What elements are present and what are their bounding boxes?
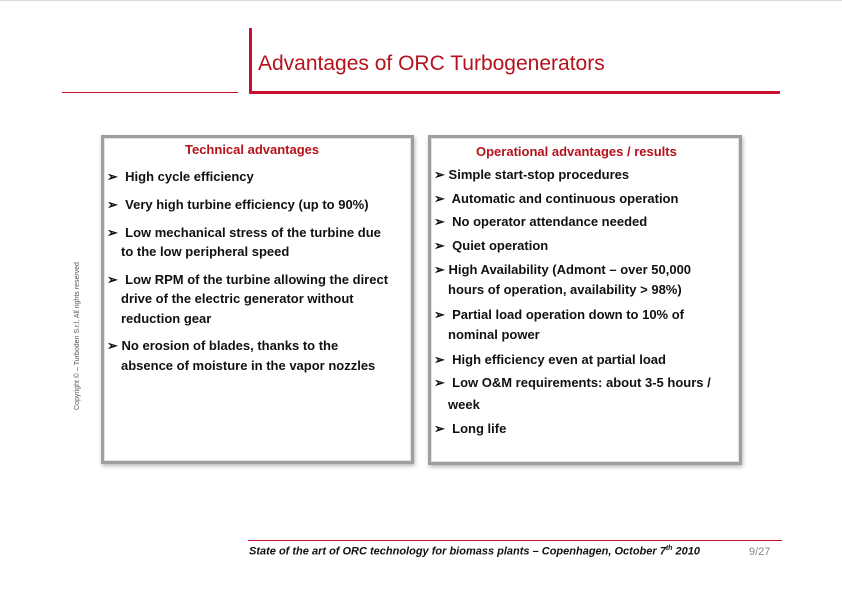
copyright-notice: Copyright © – Turboden S.r.l. All rights reserved	[74, 262, 81, 410]
page-title: Advantages of ORC Turbogenerators	[258, 52, 605, 75]
list-item-continuation: week	[448, 397, 480, 412]
footer-caption: State of the art of ORC technology for biomass plants – Copenhagen, October 7th 2010	[249, 545, 700, 558]
technical-heading: Technical advantages	[185, 142, 320, 157]
list-item: ➢ Quiet operation	[434, 236, 548, 256]
technical-advantages-box	[101, 135, 414, 464]
list-item-continuation: hours of operation, availability > 98%)	[448, 282, 682, 297]
list-item: ➢ No operator attendance needed	[434, 212, 647, 232]
list-item: ➢ Very high turbine efficiency (up to 90%)	[107, 195, 369, 215]
list-item-continuation: reduction gear	[121, 311, 212, 326]
list-item-continuation: absence of moisture in the vapor nozzles	[121, 358, 376, 373]
arrow-bullet-icon: ➢	[107, 338, 118, 353]
list-item: ➢ Low mechanical stress of the turbine due	[107, 223, 381, 243]
title-left-line	[62, 92, 238, 93]
arrow-bullet-icon: ➢	[107, 272, 118, 287]
arrow-bullet-icon: ➢	[434, 352, 445, 367]
list-item: ➢ High cycle efficiency	[107, 167, 254, 187]
arrow-bullet-icon: ➢	[434, 167, 445, 182]
title-vertical-bar	[249, 28, 252, 94]
list-item-continuation: drive of the electric generator without	[121, 291, 354, 306]
arrow-bullet-icon: ➢	[434, 238, 445, 253]
arrow-bullet-icon: ➢	[434, 214, 445, 229]
arrow-bullet-icon: ➢	[434, 375, 445, 390]
title-underline	[252, 91, 780, 94]
arrow-bullet-icon: ➢	[107, 225, 118, 240]
list-item: ➢ Low RPM of the turbine allowing the direct	[107, 270, 388, 290]
footer-rule	[248, 540, 782, 541]
arrow-bullet-icon: ➢	[107, 197, 118, 212]
list-item: ➢ High Availability (Admont – over 50,000	[434, 260, 691, 280]
list-item: ➢ Long life	[434, 419, 506, 439]
list-item: ➢ High efficiency even at partial load	[434, 350, 666, 370]
arrow-bullet-icon: ➢	[107, 169, 118, 184]
list-item: ➢ Low O&M requirements: about 3-5 hours /	[434, 373, 711, 393]
arrow-bullet-icon: ➢	[434, 421, 445, 436]
list-item-continuation: nominal power	[448, 327, 540, 342]
arrow-bullet-icon: ➢	[434, 191, 445, 206]
operational-heading: Operational advantages / results	[476, 144, 677, 159]
list-item: ➢ No erosion of blades, thanks to the	[107, 336, 338, 356]
list-item: ➢ Partial load operation down to 10% of	[434, 305, 684, 325]
operational-advantages-box	[428, 135, 742, 465]
list-item: ➢ Automatic and continuous operation	[434, 189, 678, 209]
list-item: ➢ Simple start-stop procedures	[434, 165, 629, 185]
arrow-bullet-icon: ➢	[434, 262, 445, 277]
top-rule	[0, 0, 842, 1]
list-item-continuation: to the low peripheral speed	[121, 244, 290, 259]
page-number: 9/27	[749, 546, 771, 558]
arrow-bullet-icon: ➢	[434, 307, 445, 322]
